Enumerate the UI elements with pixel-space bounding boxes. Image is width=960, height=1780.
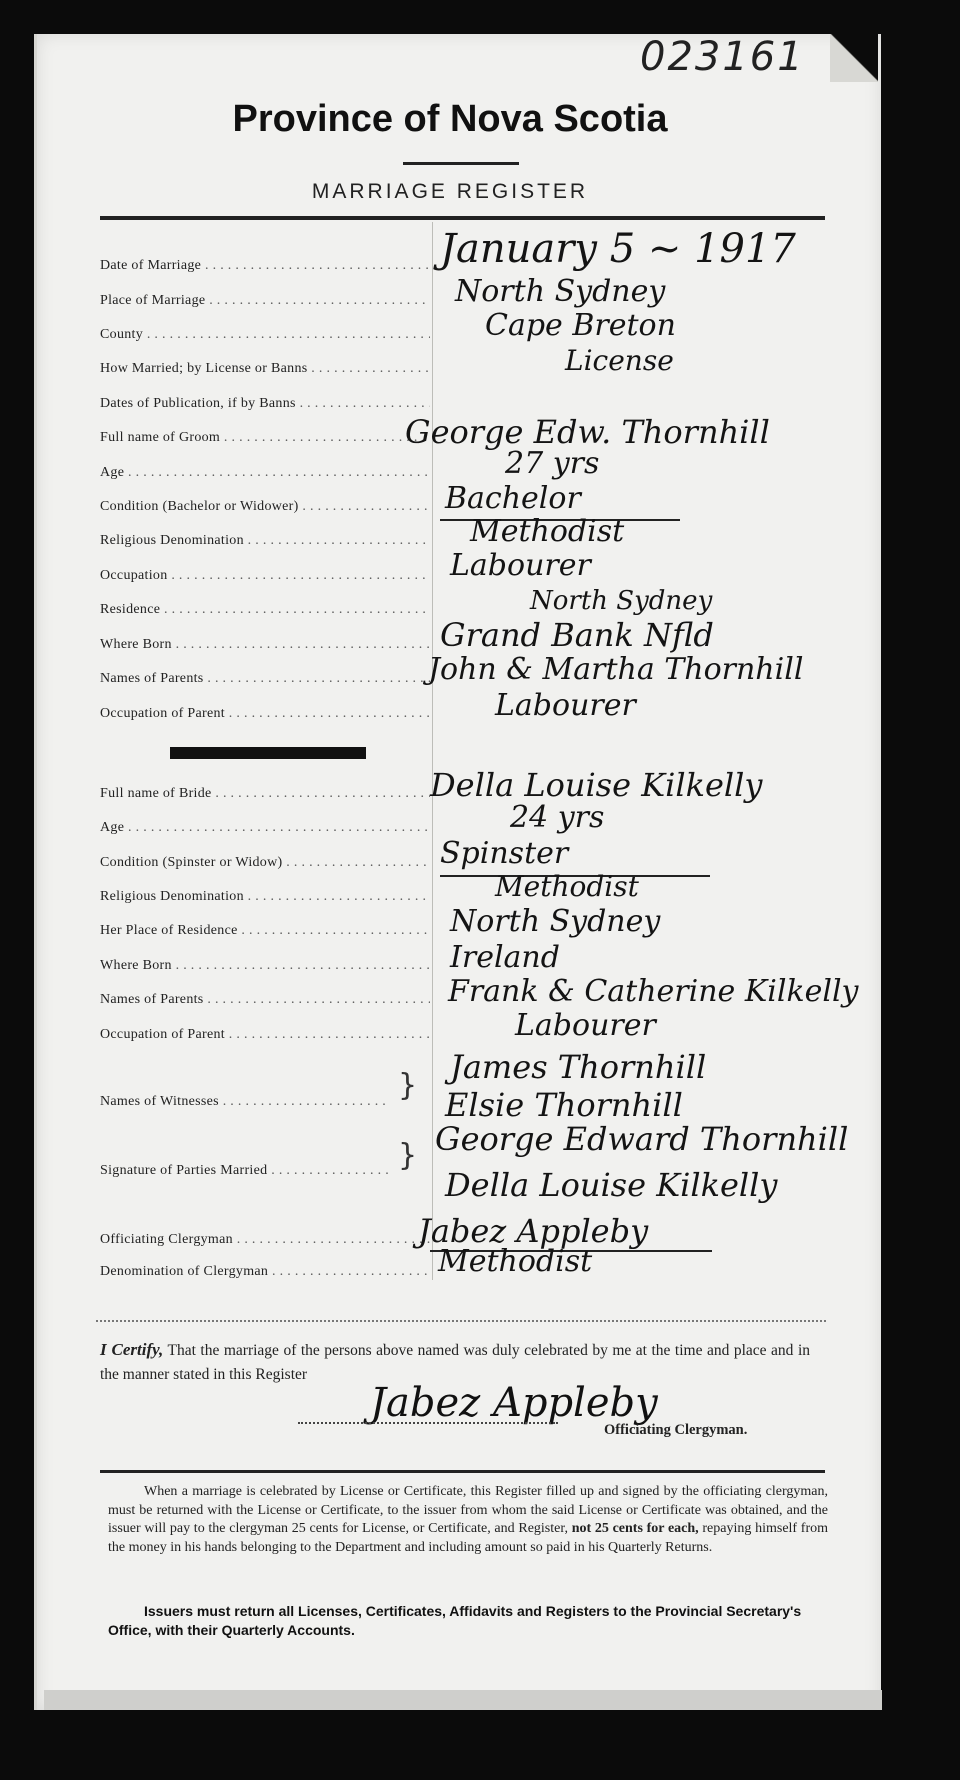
field-value: Cape Breton xyxy=(485,308,676,343)
paper-edge-shadow xyxy=(44,1690,882,1710)
section-dotted-rule xyxy=(96,1320,826,1322)
note-text: repaying himself from the money in his hands belonging to the Department and including amount so paid in his Quarterly Returns. xyxy=(108,1521,829,1555)
field-value: License xyxy=(565,344,674,377)
field-label: Where Born . . . xyxy=(100,958,430,974)
signature-line xyxy=(298,1422,558,1424)
field-value: Labourer xyxy=(450,548,591,583)
certify-lead: I Certify, xyxy=(100,1340,164,1359)
witness-name: James Thornhill xyxy=(450,1048,707,1086)
field-value: Spinster xyxy=(440,836,569,871)
footer-rule xyxy=(100,1470,825,1473)
field-label: Names of Parents . . . xyxy=(100,992,430,1008)
bride-section-divider xyxy=(170,747,366,759)
field-value: Methodist xyxy=(438,1244,593,1279)
field-value: Jabez Appleby xyxy=(418,1212,649,1250)
header-rule xyxy=(100,216,825,220)
field-value: January 5 ~ 1917 xyxy=(440,226,796,272)
field-value: George Edw. Thornhill xyxy=(405,413,770,451)
register-title: MARRIAGE REGISTER xyxy=(311,180,589,203)
field-value: Bachelor xyxy=(445,481,581,516)
note-text: When a marriage is celebrated by License or Certificate, this Register filled up and signed by the officiating clergyman, must be returned with the License or Certificate, to the issuer from whom the said License or Certificate was obtained, and the issuer will pay to the clergyman 25 cents for License, or Certificate, and Register, xyxy=(108,1484,828,1536)
field-label: How Married; by License or Banns . . . xyxy=(100,361,430,377)
field-value: Ireland xyxy=(450,940,560,975)
parties-brace: } xyxy=(398,1138,418,1173)
field-value: North Sydney xyxy=(450,904,661,939)
field-value: John & Martha Thornhill xyxy=(428,652,804,687)
witnesses-label: Names of Witnesses . . . xyxy=(100,1094,390,1110)
column-divider xyxy=(432,222,433,1280)
field-value: Labourer xyxy=(515,1008,656,1043)
field-value: North Sydney xyxy=(455,274,666,309)
field-label: Dates of Publication, if by Banns . . . xyxy=(100,396,430,412)
witness-name: Elsie Thornhill xyxy=(445,1086,683,1124)
province-title: Province of Nova Scotia xyxy=(232,98,668,140)
field-label: County . . . xyxy=(100,327,430,343)
field-label: Occupation . . . xyxy=(100,568,430,584)
field-label: Occupation of Parent . . . xyxy=(100,1027,430,1043)
field-label: Religious Denomination . . . xyxy=(100,533,430,549)
field-label: Age . . . xyxy=(100,820,430,836)
field-value: Methodist xyxy=(495,870,639,903)
field-label: Place of Marriage . . . xyxy=(100,293,430,309)
field-value: Frank & Catherine Kilkelly xyxy=(448,974,859,1009)
field-label: Occupation of Parent . . . xyxy=(100,706,430,722)
folded-corner xyxy=(830,34,878,82)
note-bold-text: not 25 cents for each, xyxy=(571,1521,699,1536)
footer-note xyxy=(108,1483,828,1557)
register-number: 023161 xyxy=(640,34,805,80)
field-label: Officiating Clergyman . . . xyxy=(100,1232,430,1248)
party-signature: Della Louise Kilkelly xyxy=(445,1166,778,1204)
field-value: Grand Bank Nfld xyxy=(440,616,714,654)
signature-label: Officiating Clergyman. xyxy=(604,1422,748,1438)
issuers-note: Issuers must return all Licenses, Certificates, Affidavits and Registers to the Provincial Secretary's Office, with their Quarterly Accounts. xyxy=(108,1603,802,1638)
field-value: North Sydney xyxy=(530,586,713,616)
title-rule xyxy=(403,162,519,165)
field-label: Age . . . xyxy=(100,465,430,481)
field-label: Names of Parents . . . xyxy=(100,671,430,687)
certify-text: That the marriage of the persons above named was duly celebrated by me at the time and place and in the manner stated in this Register xyxy=(100,1342,810,1383)
field-label: Where Born . . . xyxy=(100,637,430,653)
field-label: Full name of Groom . . . xyxy=(100,430,430,446)
parties-label: Signature of Parties Married . . . xyxy=(100,1163,390,1179)
field-label: Date of Marriage . . . xyxy=(100,258,430,274)
field-label: Her Place of Residence . . . xyxy=(100,923,430,939)
field-label: Residence . . . xyxy=(100,602,430,618)
field-value: 24 yrs xyxy=(510,800,605,835)
field-label: Condition (Spinster or Widow) . . . xyxy=(100,855,430,871)
field-label: Full name of Bride . . . xyxy=(100,786,430,802)
field-value: Labourer xyxy=(495,688,636,723)
field-label: Denomination of Clergyman . . . xyxy=(100,1264,430,1280)
field-label: Religious Denomination . . . xyxy=(100,889,430,905)
witnesses-brace: } xyxy=(398,1068,418,1103)
field-value: Della Louise Kilkelly xyxy=(430,766,763,804)
clergyman-signature: Jabez Appleby xyxy=(370,1380,658,1426)
field-value: 27 yrs xyxy=(505,446,600,481)
party-signature: George Edward Thornhill xyxy=(435,1120,849,1158)
field-value: Methodist xyxy=(470,514,625,549)
field-label: Condition (Bachelor or Widower) . . . xyxy=(100,499,430,515)
